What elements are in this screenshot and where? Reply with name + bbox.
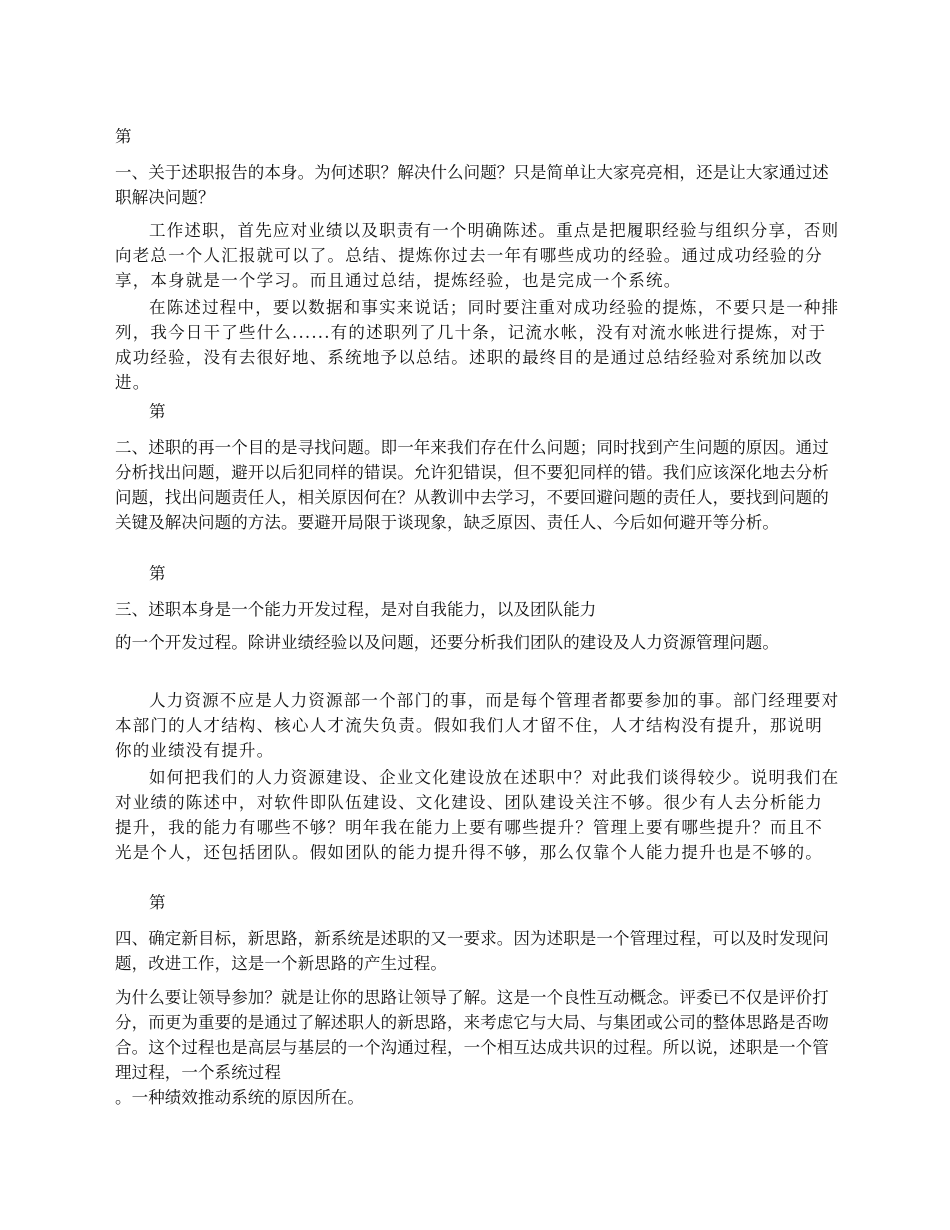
section-3-paragraph-1: 人力资源不应是人力资源部一个部门的事，而是每个管理者都要参加的事。部门经理要对本部门的人才结构、核心人才流失负责。假如我们人才留不住，人才结构没有提升，那说明你的业绩没有提升。 bbox=[115, 691, 840, 760]
section-4-closing: 。一种绩效推动系统的原因所在。 bbox=[115, 1088, 364, 1107]
section-3-continuation: 的一个开发过程。除讲业绩经验以及问题，还要分析我们团队的建设及人力资源管理问题。 bbox=[115, 633, 779, 652]
section-3-heading: 三、述职本身是一个能力开发过程，是对自我能力，以及团队能力 bbox=[115, 600, 597, 619]
section-3-paragraph-2: 如何把我们的人力资源建设、企业文化建设放在述职中？对此我们谈得较少。说明我们在对业绩的陈述中，对软件即队伍建设、文化建设、团队建设关注不够。很少有人去分析能力提升，我的能力有哪些不够？明年我在能力上要有哪些提升？管理上要有哪些提升？而且不光是个人，还包括团队。假如团队的能力提升得不够，那么仅靠个人能力提升也是不够的。 bbox=[115, 768, 840, 862]
section-4-continuation: 为什么要让领导参加？就是让你的思路让领导了解。这是一个良性互动概念。评委已不仅是评价打分，而更为重要的是通过了解述职人的新思路，来考虑它与大局、与集团或公司的整体思路是否吻合。这个过程也是高层与基层的一个沟通过程，一个相互达成共识的过程。所以说，述职是一个管理过程，一个系统过程 bbox=[115, 988, 829, 1082]
section-1-paragraph-1: 工作述职，首先应对业绩以及职责有一个明确陈述。重点是把履职经验与组织分享，否则向老总一个人汇报就可以了。总结、提炼你过去一年有哪些成功的经验。通过成功经验的分享，本身就是一个学习。而且通过总结，提炼经验，也是完成一个系统。 bbox=[115, 221, 840, 290]
section-1-paragraph-2: 在陈述过程中，要以数据和事实来说话；同时要注重对成功经验的提炼，不要只是一种排列，我今日干了些什么......有的述职列了几十条，记流水帐，没有对流水帐进行提炼，对于成功经验，没有去很好地、系统地予以总结。述职的最终目的是通过总结经验对系统加以改进。 bbox=[115, 298, 840, 392]
section-4-heading: 四、确定新目标，新思路，新系统是述职的又一要求。因为述职是一个管理过程，可以及时发现问题，改进工作，这是一个新思路的产生过程。 bbox=[115, 929, 829, 973]
section-marker-4: 第 bbox=[149, 893, 166, 912]
section-2-heading: 二、述职的再一个目的是寻找问题。即一年来我们存在什么问题；同时找到产生问题的原因。通过分析找出问题，避开以后犯同样的错误。允许犯错误，但不要犯同样的错。我们应该深化地去分析问题，找出问题责任人，相关原因何在？从教训中去学习，不要回避问题的责任人，要找到问题的关键及解决问题的方法。要避开局限于谈现象，缺乏原因、责任人、今后如何避开等分析。 bbox=[115, 438, 829, 532]
section-marker-3: 第 bbox=[149, 564, 166, 583]
section-1-heading: 一、关于述职报告的本身。为何述职？解决什么问题？只是简单让大家亮亮相，还是让大家通过述职解决问题？ bbox=[115, 163, 829, 207]
section-marker-1: 第 bbox=[115, 127, 132, 146]
section-marker-2: 第 bbox=[149, 402, 166, 421]
